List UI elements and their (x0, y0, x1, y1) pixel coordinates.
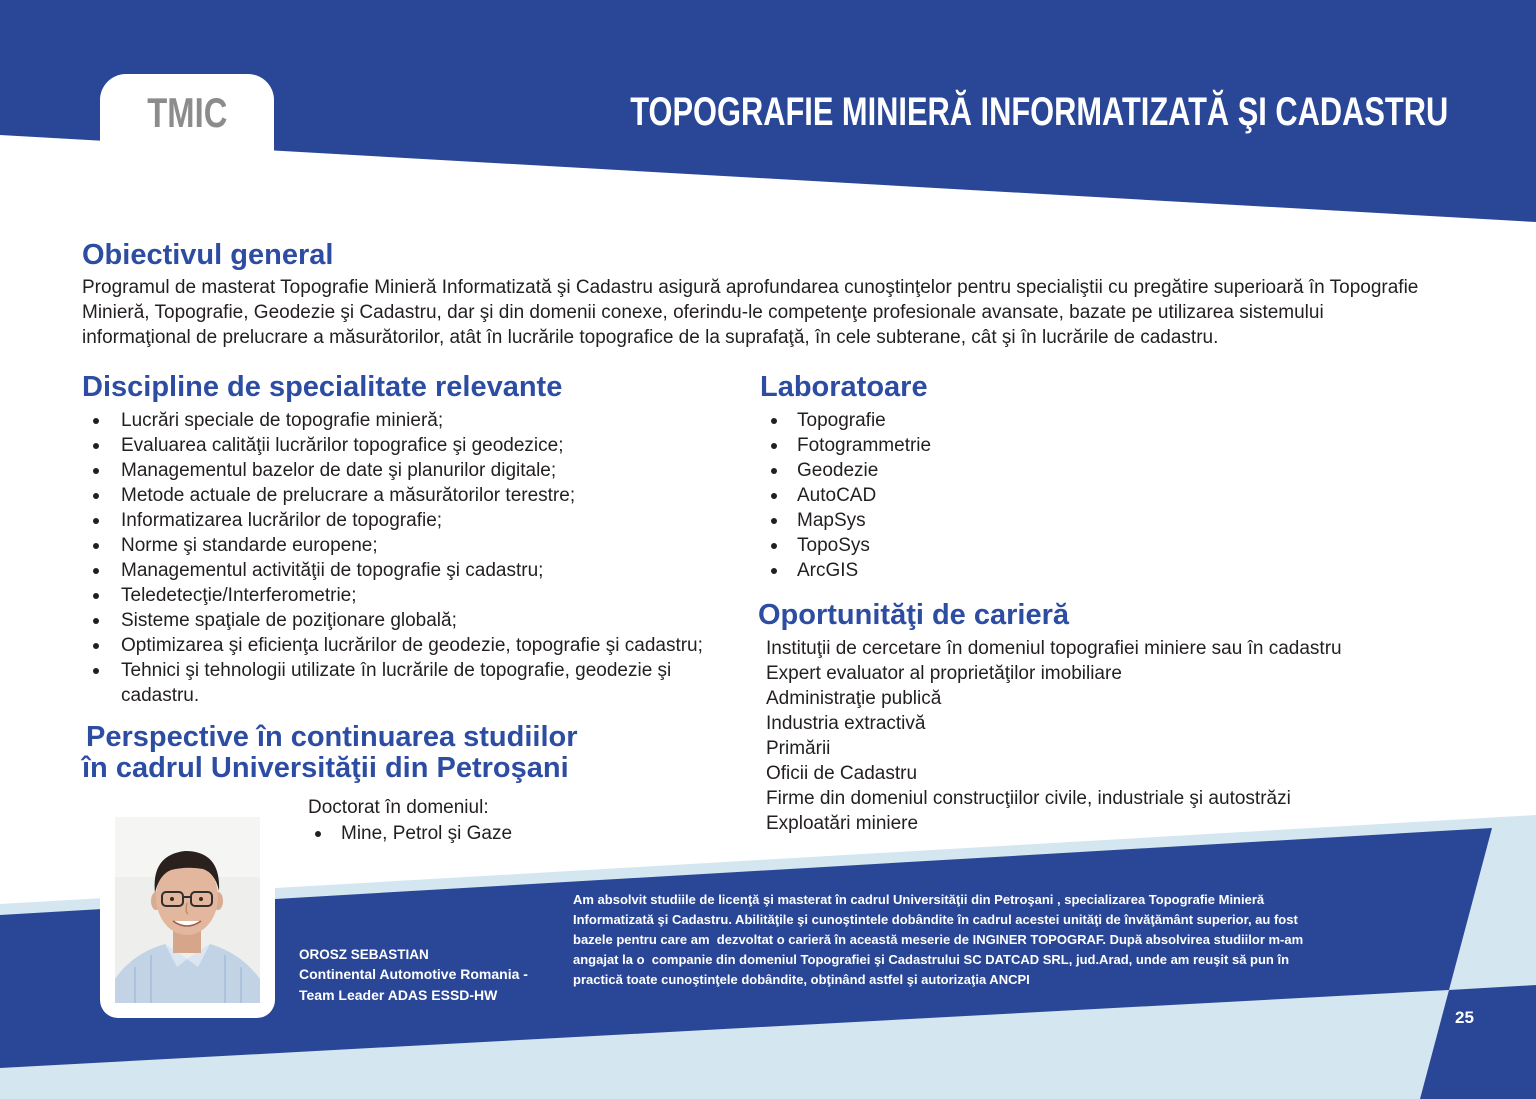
bullet-icon (93, 493, 99, 499)
bullet-icon (93, 418, 99, 424)
list-item (92, 633, 726, 658)
list-item (770, 533, 931, 558)
bullet-icon (93, 643, 99, 649)
bullet-icon (93, 668, 99, 674)
list-item-text: Fotogrammetrie (797, 435, 932, 456)
testimonial-quote-line: Informatizată şi Cadastru. Abilităţile şi cunoştintele dobândite în cadrul acestei unităţi de învăţământ superior, au fost (573, 912, 1298, 927)
testimonial-role-line: Continental Automotive Romania - (299, 966, 528, 982)
objective-line: Programul de masterat Topografie Minieră Informatizată şi Cadastru asigură aprofundarea cunoştinţelor pentru specialiştii cu pregătire superioară în Topografie (82, 277, 1419, 298)
list-item (770, 408, 931, 433)
page-title: TOPOGRAFIE MINIERĂ INFORMATIZATĂ ŞI CADASTRU (630, 90, 1448, 134)
bullet-icon (93, 468, 99, 474)
program-code (100, 88, 274, 138)
testimonial-quote-line: angajat la o companie din domeniul Topografiei şi Cadastrului SC DATCAD SRL, jud.Arad, unde am reuşit să pun în (573, 952, 1290, 967)
list-item-text: MapSys (797, 510, 866, 531)
bullet-icon (771, 518, 777, 524)
perspectives-heading-line: în cadrul Universităţii din Petroşani (82, 752, 569, 784)
testimonial-quote-line: practică toate cunoştinţele dobândite, obţinând astfel şi autorizaţia ANCPI (573, 972, 1030, 987)
testimonial-role-line: Team Leader ADAS ESSD-HW (299, 987, 498, 1003)
list-item-text: Mine, Petrol şi Gaze (341, 823, 513, 844)
list-item (92, 558, 726, 583)
list-item: Firme din domeniul construcţiilor civile, industriale şi autostrăzi (766, 788, 1291, 809)
list-item (92, 408, 726, 433)
list-item-text: Managementul activităţii de topografie şi cadastru; (121, 560, 544, 581)
testimonial-role (299, 964, 528, 1006)
list-item (770, 483, 931, 508)
bullet-icon (771, 568, 777, 574)
list-item-text: Informatizarea lucrărilor de topografie; (121, 510, 443, 531)
careers-list (766, 636, 1342, 836)
list-item (770, 558, 931, 583)
list-item: Primării (766, 738, 831, 759)
bullet-icon (93, 593, 99, 599)
list-item-text: Geodezie (797, 460, 879, 481)
objective-line: informaţional de prelucrare a măsurătorilor, atât în lucrările topografice de la suprafaţă, în cele subterane, cât şi în lucrările de cadastru. (82, 327, 1219, 348)
doctorate-list (314, 821, 512, 846)
list-item (92, 508, 726, 533)
bullet-icon (93, 618, 99, 624)
testimonial-quote (573, 890, 1303, 990)
list-item (770, 508, 931, 533)
bullet-icon (93, 443, 99, 449)
bullet-icon (93, 543, 99, 549)
list-item-text: Managementul bazelor de date şi planurilor digitale; (121, 460, 557, 481)
portrait-photo (115, 817, 260, 1003)
doctorate-intro: Doctorat în domeniul: (308, 797, 489, 818)
list-item-text: Lucrări speciale de topografie minieră; (121, 410, 444, 431)
list-item: Industria extractivă (766, 713, 926, 734)
list-item-text: Metode actuale de prelucrare a măsurătorilor terestre; (121, 485, 576, 506)
list-item (92, 458, 726, 483)
list-item-text: Topografie (797, 410, 886, 431)
objective-paragraph (82, 275, 1418, 350)
objective-line: Minieră, Topografie, Geodezie şi Cadastru, dar şi din domenii conexe, oferindu-le competenţe profesionale avansate, bazate pe utilizarea sistemului (82, 302, 1324, 323)
bullet-icon (93, 568, 99, 574)
testimonial-quote-line: bazele pentru care am dezvoltat o carieră în această meserie de INGINER TOPOGRAF. După absolvirea studiilor m-am (573, 932, 1304, 947)
list-item (92, 658, 726, 708)
bullet-icon (771, 493, 777, 499)
careers-heading: Oportunităţi de carieră (758, 599, 1070, 631)
list-item-text: Optimizarea şi eficienţa lucrărilor de geodezie, topografie şi cadastru; (121, 635, 703, 656)
list-item-text: Evaluarea calităţii lucrărilor topografice şi geodezice; (121, 435, 564, 456)
list-item: Expert evaluator al proprietăţilor imobiliare (766, 663, 1122, 684)
objective-heading: Obiectivul general (82, 239, 334, 271)
list-item-text: AutoCAD (797, 485, 877, 506)
disciplines-heading: Discipline de specialitate relevante (82, 371, 563, 403)
bullet-icon (771, 418, 777, 424)
list-item: Oficii de Cadastru (766, 763, 918, 784)
disciplines-list (92, 408, 726, 708)
testimonial-name: OROSZ SEBASTIAN (299, 947, 429, 962)
list-item-text: Teledetecţie/Interferometrie; (121, 585, 357, 606)
list-item (92, 483, 726, 508)
portrait-card (100, 800, 275, 1018)
list-item: Administraţie publică (766, 688, 942, 709)
list-item-text: TopoSys (797, 535, 870, 556)
list-item (92, 608, 726, 633)
list-item (92, 433, 726, 458)
bullet-icon (315, 831, 321, 837)
perspectives-heading-line: Perspective în continuarea studiilor (86, 721, 578, 753)
list-item-text: Sisteme spaţiale de poziţionare globală; (121, 610, 457, 631)
list-item (92, 583, 726, 608)
bullet-icon (771, 543, 777, 549)
testimonial-quote-line: Am absolvit studiile de licenţă şi masterat în cadrul Universităţii din Petroşani , specializarea Topografie Minieră (573, 892, 1265, 907)
program-tab (100, 74, 274, 170)
perspectives-heading (82, 722, 578, 784)
list-item-text: Norme şi standarde europene; (121, 535, 378, 556)
list-item (92, 533, 726, 558)
list-item: Exploatări miniere (766, 813, 919, 834)
list-item (314, 821, 512, 846)
labs-list (770, 408, 931, 583)
list-item-text: Tehnici şi tehnologii utilizate în lucrările de topografie, geodezie şi cadastru. (121, 660, 672, 706)
bullet-icon (93, 518, 99, 524)
bullet-icon (771, 468, 777, 474)
list-item: Instituţii de cercetare în domeniul topografiei miniere sau în cadastru (766, 638, 1342, 659)
page-number: 25 (1455, 1008, 1474, 1027)
list-item (770, 458, 931, 483)
labs-heading: Laboratoare (760, 371, 928, 403)
program-code-text: TMIC (146, 89, 228, 136)
list-item-text: ArcGIS (797, 560, 859, 581)
list-item (770, 433, 931, 458)
bullet-icon (771, 443, 777, 449)
